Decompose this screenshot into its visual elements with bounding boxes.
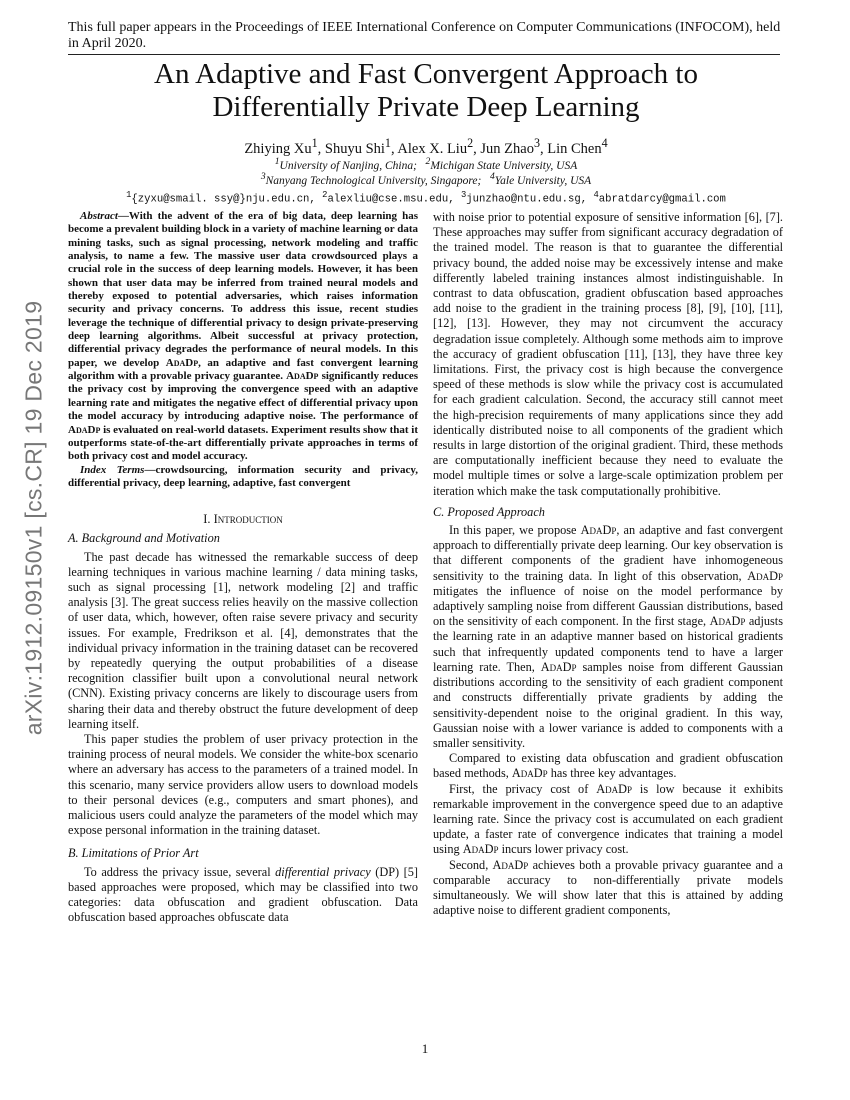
subsection-heading: A. Background and Motivation xyxy=(68,531,220,546)
paragraph: Compared to existing data obfuscation and gradient obfuscation based methods, AdaDp has three key advantages. xyxy=(433,751,783,781)
author-affil-mark: 3 xyxy=(533,136,540,150)
conference-notice: This full paper appears in the Proceedings of IEEE International Conference on Computer Communications (INFOCOM), held in April 2020. xyxy=(68,20,781,51)
paper-title xyxy=(60,58,792,124)
author-affil-mark: 2 xyxy=(467,136,474,150)
email: abratdarcy@gmail.com xyxy=(598,193,726,206)
method-name: AdaDp xyxy=(286,370,319,383)
title-line-1: An Adaptive and Fast Convergent Approach to xyxy=(154,58,698,90)
email: alexliu@cse.msu.edu, xyxy=(327,193,455,206)
paragraph: Second, AdaDp achieves both a provable privacy guarantee and a comparable accuracy to non-differentially private models simultaneously. We will show later that this is attained by adding adaptive noise to different gradient components, xyxy=(433,857,783,918)
paragraph: First, the privacy cost of AdaDp is low because it exhibits remarkable improvement in the convergence speed due to an adaptive learning rate. Since the privacy cost is accumulated on each gradient update, a faster rate of convergence indicates that training a model using AdaDp incurs lower privacy cost. xyxy=(433,781,783,857)
author-name: Lin Chen xyxy=(547,140,602,157)
arxiv-identifier: arXiv:1912.09150v1 [cs.CR] 19 Dec 2019 xyxy=(20,300,47,736)
method-name: AdaDp xyxy=(165,356,199,369)
author-name: Jun Zhao xyxy=(480,140,534,157)
affiliation: University of Nanjing, China; xyxy=(279,159,417,172)
abstract-label: Abstract xyxy=(80,210,118,222)
section-heading: I. Introduction xyxy=(203,512,283,527)
subsection-heading: C. Proposed Approach xyxy=(433,504,545,519)
affiliation: Nanyang Technological University, Singapore; xyxy=(265,174,482,187)
paragraph: with noise prior to potential exposure of sensitive information [6], [7]. These approaches may suffer from significant accuracy degradation of the trained model. The reason is that to guarantee the differential privacy bound, the added noise may be excessively intense and make differently labeled training instances almost indistinguishable. In contrast to data obfuscation, gradient obfuscation based approaches add noise to the gradient in the training process [8], [9], [10], [11], [12], [13]. However, they may not circumvent the accuracy degradation issue completely. Although some methods aim to improve the accuracy of gradient obfuscation [11], [13], they have three key limitations. First, the privacy cost is high because the convergence speed of these methods is slow while the privacy cost is accumulated for each gradient calculation. Second, the accuracy still cannot meet the high-precision requirements of many applications since they add identically distributed noise to all components of the gradient which results in large distortion of the original gradient. Third, these methods are computationally inefficient because they need to evaluate the model multiple times or solve a large-scale optimization problem per iteration which make the task computationally prohibitive. xyxy=(433,210,783,498)
paragraph: To address the privacy issue, several differential privacy (DP) [5] based approaches were proposed, which may be classified into two categories: data obfuscation and gradient obfuscation. Data obfuscation based approaches obfuscate data xyxy=(68,864,418,925)
subsection-heading: B. Limitations of Prior Art xyxy=(68,846,199,861)
author-affil-mark: 1 xyxy=(384,136,391,150)
author-affil-mark: 4 xyxy=(601,136,608,150)
affiliation: Yale University, USA xyxy=(494,174,592,187)
arxiv-sidebar xyxy=(0,0,60,1100)
header-rule xyxy=(68,54,780,55)
abstract-text: significantly reduces the privacy cost by improving the convergence speed with an adaptive learning rate and mitigates the negative effect of differential privacy upon the model accuracy by introducing adaptive noise. The performance of xyxy=(68,370,419,423)
affiliation-line-2: $^3$Nanyang Technological University, Singapore; $^4$Yale University, USA xyxy=(260,171,592,187)
author-list: Zhiying Xu$^1$, Shuyu Shi$^1$, Alex X. Liu$^2$, Jun Zhao$^3$, Lin Chen$^4$ xyxy=(244,136,608,157)
left-column xyxy=(68,210,418,926)
right-column xyxy=(433,210,783,918)
abstract-text: , an adaptive and fast convergent learning algorithm with a provable privacy guarantee. xyxy=(68,356,419,383)
email: junzhao@ntu.edu.sg, xyxy=(466,193,588,206)
email-list: $^1${zyxu@smail. ssy@}nju.edu.cn, $^2$alexliu@cse.msu.edu, $^3$junzhao@ntu.edu.sg, $^4$abratdarcy@gmail.com xyxy=(126,190,726,206)
paragraph: In this paper, we propose AdaDp, an adaptive and fast convergent approach to differentially private deep learning. Our key observation is that different components of the gradient have inhomogeneous sensitivity to the training data. In light of this observation, AdaDp mitigates the influence of noise on the model performance by adaptively sampling noise from different Gaussian distributions, based on the sensitivity of each component. In the first stage, AdaDp adjusts the learning rate in an adaptive manner based on historical gradients such that infrequently updated components tend to have a larger learning rate. Then, AdaDp samples noise from different Gaussian distributions according to the sensitivity of each gradient component and constructs differentially private gradients by adding the sensitivity-dependent noise to the original gradient. In this way, Gaussian noise with a lower variance is added to components with a smaller sensitivity. xyxy=(433,523,783,750)
index-terms-label: Index Terms xyxy=(80,463,145,476)
abstract xyxy=(68,210,418,464)
author-name: Shuyu Shi xyxy=(324,140,385,157)
email: {zyxu@smail. ssy@}nju.edu.cn, xyxy=(131,193,316,206)
method-name: AdaDp xyxy=(68,423,101,436)
index-terms-text: —crowdsourcing, information security and privacy, differential privacy, deep learning, adaptive, fast convergent xyxy=(68,463,418,489)
author-affil-mark: 1 xyxy=(311,136,318,150)
abstract-text: is evaluated on real-world datasets. Experiment results show that it outperforms state-of-the-art differentially private approaches in terms of both privacy cost and model accuracy. xyxy=(68,423,419,463)
paragraph: This paper studies the problem of user privacy protection in the training process of neural models. We consider the white-box scenario where an adversary has access to the parameters of a trained model. In this scenario, many service providers allow users to download models to their personal devices (e.g., computers and smart phones), and malicious users could analyze the parameters of the model which may expose personal information in the training dataset. xyxy=(68,732,418,838)
affiliation: Michigan State University, USA xyxy=(430,159,578,172)
title-line-2: Differentially Private Deep Learning xyxy=(212,91,640,123)
author-name: Alex X. Liu xyxy=(397,140,468,157)
page-number: 1 xyxy=(421,1041,429,1056)
index-terms xyxy=(68,464,418,491)
author-name: Zhiying Xu xyxy=(244,140,312,157)
abstract-text: —With the advent of the era of big data, deep learning has become a prevalent building block in a variety of machine learning or data mining tasks, such as signal processing, network modeling and traffic analysis, to name a few. The massive user data crowdsourced plays a crucial role in the success of deep learning models. However, it has been shown that user data may be inferred from trained neural models and thereby exposed to potential adversaries, which raises information security and privacy concerns. To address this issue, recent studies leverage the technique of differential privacy to design private-preserving deep learning algorithms. Albeit successful at privacy protection, differential privacy degrades the performance of neural models. In this paper, we develop xyxy=(68,210,418,369)
emphasis: differential privacy xyxy=(275,864,371,879)
affiliation-line-1: $^1$University of Nanjing, China; $^2$Michigan State University, USA xyxy=(274,156,578,172)
paragraph: The past decade has witnessed the remarkable success of deep learning techniques in various machine learning / data mining tasks, such as signal processing [1], network modeling [2] and traffic analysis [3]. The great success relies heavily on the massive collection of user data, which, however, often raise severe privacy and security issues. For example, Fredrikson et al. [4], demonstrates that the individual privacy information in the training dataset can be recovered by repeatedly querying the output probabilities of a disease recognition classifier built upon a convolutional neural network (CNN). Existing privacy concerns are likely to discourage users from sharing their data and thereby obstruct the future development of deep learning itself. xyxy=(68,549,418,731)
